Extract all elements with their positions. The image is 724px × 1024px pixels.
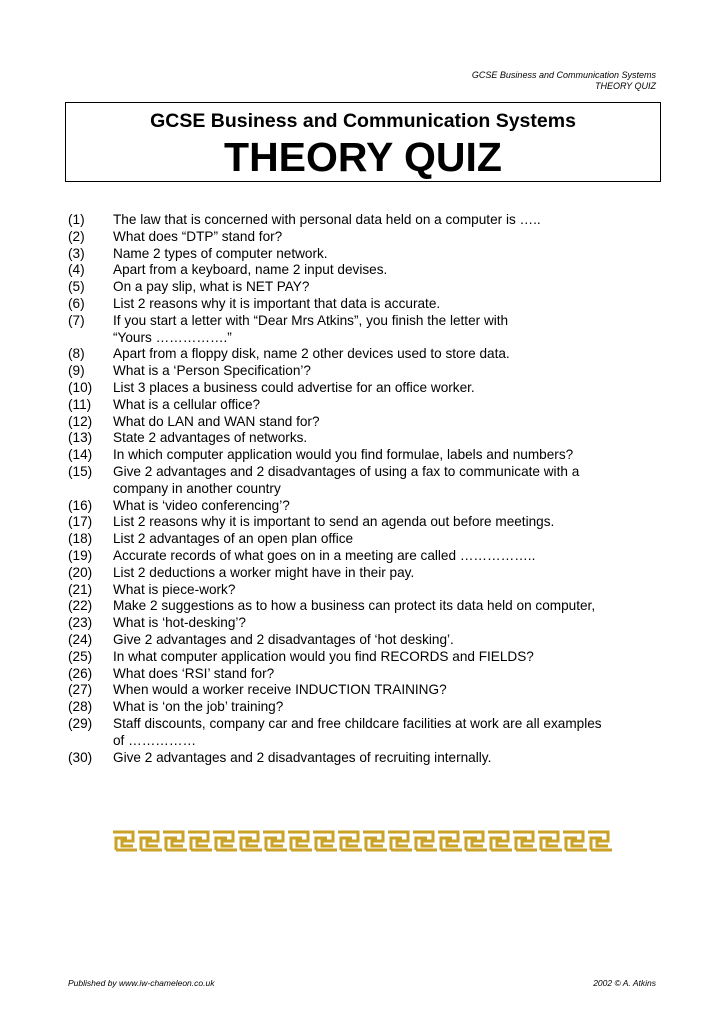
question-text: [113, 548, 668, 565]
greek-key-unit: [138, 832, 162, 850]
greek-key-unit: [238, 832, 262, 850]
question-text: [113, 514, 668, 531]
question-number: (19): [68, 547, 93, 563]
question-text-line: What is a ‘Person Specification’?: [113, 363, 311, 379]
question-text: [113, 363, 668, 380]
question-number: (12): [68, 413, 93, 429]
question-text-line: List 3 places a business could advertise for an office worker.: [113, 379, 475, 395]
question-text-line: In which computer application would you find formulae, labels and numbers?: [113, 447, 574, 463]
question-text-line: List 2 deductions a worker might have in their pay.: [113, 564, 415, 580]
question-item: [68, 430, 668, 447]
question-text-line: If you start a letter with “Dear Mrs Atkins”, you finish the letter with: [113, 312, 509, 328]
question-number: (28): [68, 699, 93, 715]
question-text-line: “Yours …………….”: [113, 329, 232, 345]
footer-publisher: Published by www.iw-chameleon.co.uk: [68, 978, 215, 988]
question-number: (15): [68, 463, 93, 479]
question-item: [68, 699, 668, 716]
question-text: [113, 716, 668, 750]
question-item: [68, 632, 668, 649]
question-text: [113, 615, 668, 632]
question-text: [113, 666, 668, 683]
question-text: [113, 262, 668, 279]
question-item: [68, 548, 668, 565]
question-text: [113, 598, 668, 615]
question-number: (9): [68, 363, 85, 379]
question-number: (11): [68, 396, 92, 412]
question-item: [68, 666, 668, 683]
question-text-line: What does ‘RSI’ stand for?: [113, 665, 275, 681]
greek-key-unit: [563, 832, 587, 850]
question-text-line: Apart from a keyboard, name 2 input devises.: [113, 262, 388, 278]
question-text-line: What does “DTP” stand for?: [113, 228, 283, 244]
question-item: [68, 346, 668, 363]
question-number: (2): [68, 228, 85, 244]
question-item: [68, 397, 668, 414]
question-text-line: Give 2 advantages and 2 disadvantages of ‘hot desking’.: [113, 631, 454, 647]
question-item: [68, 262, 668, 279]
question-item: [68, 464, 668, 498]
question-number: (21): [68, 581, 93, 597]
question-text: [113, 246, 668, 263]
question-text: [113, 649, 668, 666]
greek-key-unit: [338, 832, 362, 850]
question-text: [113, 447, 668, 464]
question-text: [113, 414, 668, 431]
greek-key-unit: [538, 832, 562, 850]
question-text-line: of ……………: [113, 732, 197, 748]
question-number: (22): [68, 598, 93, 614]
question-text-line: Make 2 suggestions as to how a business can protect its data held on computer,: [113, 598, 596, 614]
question-item: [68, 615, 668, 632]
question-text: [113, 682, 668, 699]
question-number: (5): [68, 279, 85, 295]
running-header-line1: GCSE Business and Communication Systems: [471, 70, 656, 80]
question-text-line: List 2 reasons why it is important that data is accurate.: [113, 295, 441, 311]
question-text: [113, 632, 668, 649]
question-number: (20): [68, 564, 93, 580]
question-number: (8): [68, 346, 85, 362]
greek-key-unit: [413, 832, 437, 850]
question-text-line: What do LAN and WAN stand for?: [113, 413, 320, 429]
greek-key-unit: [488, 832, 512, 850]
greek-key-unit: [213, 832, 237, 850]
question-number: (4): [68, 262, 85, 278]
question-text-line: Give 2 advantages and 2 disadvantages of using a fax to communicate with a: [113, 463, 580, 479]
question-item: [68, 649, 668, 666]
question-text: [113, 296, 668, 313]
question-text-line: List 2 reasons why it is important to send an agenda out before meetings.: [113, 514, 555, 530]
greek-key-unit: [513, 832, 537, 850]
question-item: [68, 447, 668, 464]
question-text-line: State 2 advantages of networks.: [113, 430, 308, 446]
running-header-line2: THEORY QUIZ: [594, 81, 656, 91]
question-text-line: On a pay slip, what is NET PAY?: [113, 279, 310, 295]
question-number: (18): [68, 531, 93, 547]
greek-key-unit: [588, 832, 612, 850]
question-item: [68, 414, 668, 431]
question-item: [68, 531, 668, 548]
title-box: [65, 102, 661, 182]
running-header: [472, 70, 656, 92]
question-number: (10): [68, 379, 93, 395]
greek-key-border: [113, 829, 613, 853]
question-item: [68, 229, 668, 246]
question-text-line: Accurate records of what goes on in a meeting are called ……………..: [113, 547, 536, 563]
question-item: [68, 212, 668, 229]
greek-key-unit: [163, 832, 187, 850]
question-item: [68, 750, 668, 767]
question-text-line: What is ‘video conferencing’?: [113, 497, 290, 513]
question-text: [113, 380, 668, 397]
question-number: (16): [68, 497, 93, 513]
question-number: (13): [68, 430, 93, 446]
question-item: [68, 296, 668, 313]
question-item: [68, 279, 668, 296]
question-text-line: Name 2 types of computer network.: [113, 245, 328, 261]
question-item: [68, 716, 668, 750]
question-text-line: What is ‘hot-desking’?: [113, 615, 246, 631]
question-text-line: When would a worker receive INDUCTION TRAINING?: [113, 682, 447, 698]
question-text-line: Give 2 advantages and 2 disadvantages of recruiting internally.: [113, 749, 492, 765]
question-text: [113, 279, 668, 296]
question-text-line: What is piece-work?: [113, 581, 236, 597]
question-text: [113, 699, 668, 716]
question-text: [113, 397, 668, 414]
question-number: (25): [68, 648, 93, 664]
greek-key-unit: [113, 832, 137, 850]
greek-key-unit: [388, 832, 412, 850]
question-list: [68, 212, 668, 766]
question-text: [113, 565, 668, 582]
question-item: [68, 514, 668, 531]
question-text-line: List 2 advantages of an open plan office: [113, 531, 354, 547]
question-text-line: Staff discounts, company car and free childcare facilities at work are all examples: [113, 715, 602, 731]
question-text: [113, 464, 668, 498]
question-text: [113, 229, 668, 246]
question-number: (29): [68, 715, 93, 731]
question-text: [113, 531, 668, 548]
question-item: [68, 565, 668, 582]
greek-key-unit: [438, 832, 462, 850]
question-item: [68, 582, 668, 599]
question-item: [68, 246, 668, 263]
question-text-line: What is ‘on the job’ training?: [113, 699, 284, 715]
question-text: [113, 212, 668, 229]
question-text-line: The law that is concerned with personal data held on a computer is …..: [113, 212, 541, 227]
question-text: [113, 430, 668, 447]
question-number: (26): [68, 665, 93, 681]
question-text-line: Apart from a floppy disk, name 2 other devices used to store data.: [113, 346, 510, 362]
question-item: [68, 598, 668, 615]
question-text: [113, 582, 668, 599]
document-title: THEORY QUIZ: [224, 134, 502, 180]
question-item: [68, 313, 668, 347]
question-number: (3): [68, 245, 85, 261]
footer-copyright: 2002 © A. Atkins: [593, 978, 656, 988]
question-number: (1): [68, 212, 85, 227]
question-number: (30): [68, 749, 93, 765]
question-number: (6): [68, 295, 85, 311]
question-number: (23): [68, 615, 93, 631]
greek-key-unit: [263, 832, 287, 850]
question-number: (27): [68, 682, 93, 698]
question-item: [68, 682, 668, 699]
question-text: [113, 313, 668, 347]
greek-key-unit: [463, 832, 487, 850]
question-item: [68, 380, 668, 397]
question-item: [68, 363, 668, 380]
document-subtitle: GCSE Business and Communication Systems: [150, 110, 576, 132]
question-number: (17): [68, 514, 93, 530]
greek-key-unit: [288, 832, 312, 850]
question-number: (24): [68, 631, 93, 647]
question-number: (7): [68, 312, 85, 328]
greek-key-unit: [363, 832, 387, 850]
question-text: [113, 750, 668, 767]
question-text-line: What is a cellular office?: [113, 396, 261, 412]
greek-key-unit: [313, 832, 337, 850]
question-text-line: In what computer application would you find RECORDS and FIELDS?: [113, 648, 534, 664]
question-text-line: company in another country: [113, 480, 281, 496]
question-number: (14): [68, 447, 93, 463]
question-text: [113, 498, 668, 515]
question-item: [68, 498, 668, 515]
greek-key-unit: [188, 832, 212, 850]
question-text: [113, 346, 668, 363]
